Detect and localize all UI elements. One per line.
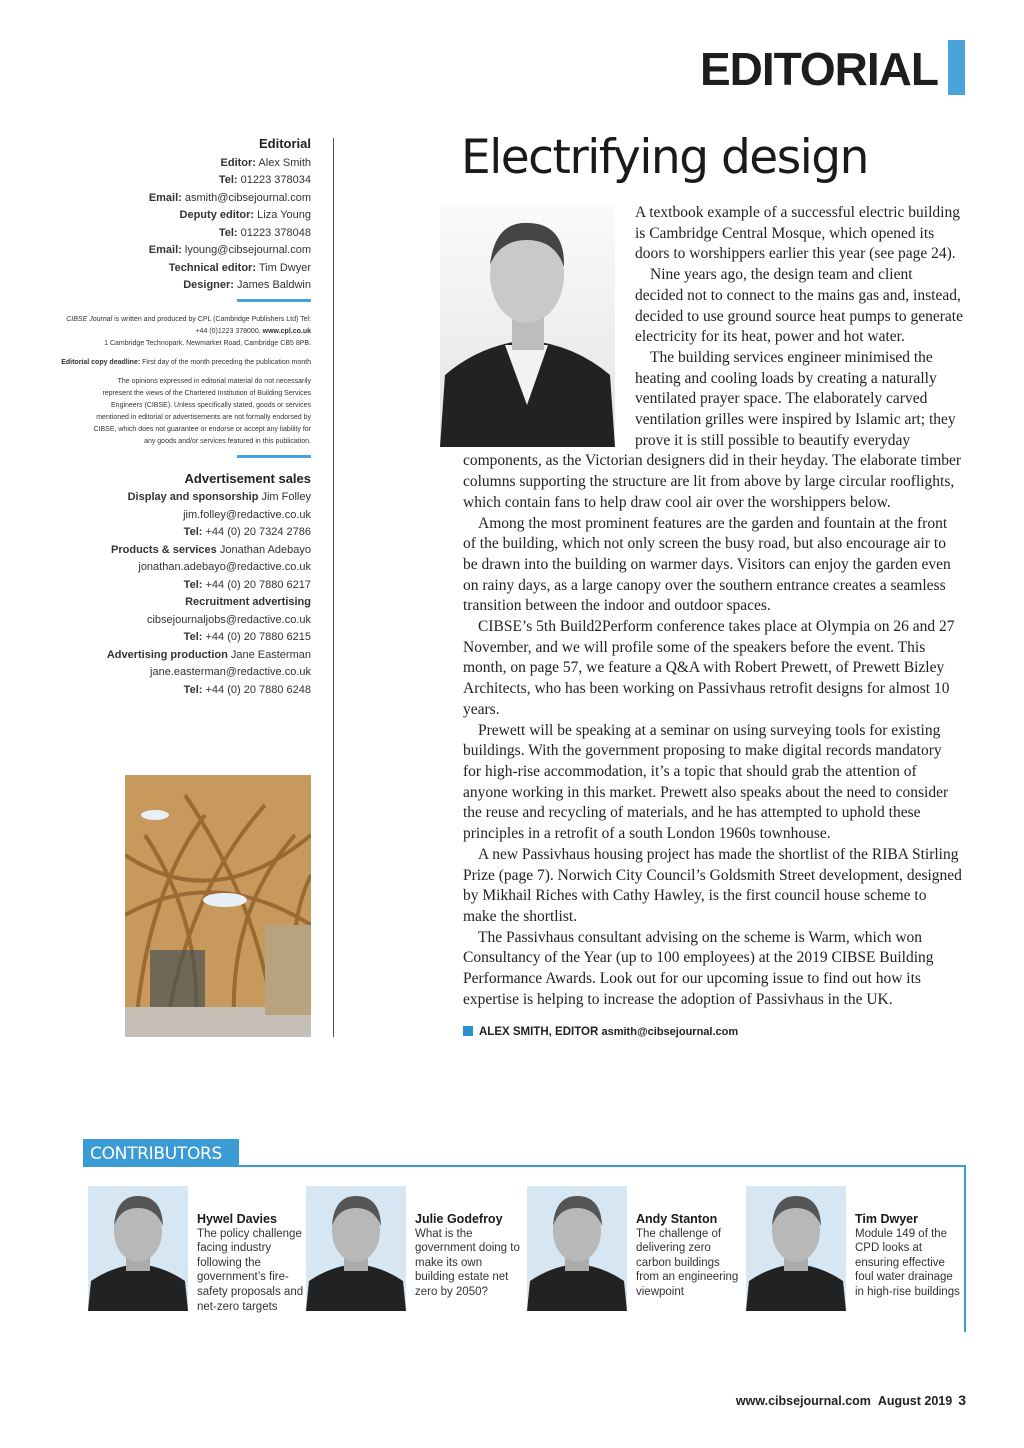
- ads-value: Jane Easterman: [230, 648, 311, 661]
- contributor-text: [636, 1186, 744, 1311]
- staff-value: Liza Young: [257, 209, 311, 221]
- contributors-rule-vertical: [964, 1165, 966, 1332]
- ads-label: Tel:: [183, 631, 203, 643]
- contributor-card: [746, 1186, 963, 1311]
- staff-row: [60, 190, 311, 208]
- ads-label: Display and sponsorship: [127, 491, 259, 503]
- contributor-topic: The challenge of delivering zero carbon buildings from an engineering viewpoint: [636, 1227, 739, 1298]
- staff-value: 01223 378034: [240, 174, 311, 186]
- staff-label: Designer:: [183, 279, 234, 291]
- signoff: [463, 1024, 963, 1040]
- divider: [237, 299, 311, 302]
- ads-row: [60, 682, 311, 700]
- ads-value: +44 (0) 20 7880 6248: [205, 683, 311, 696]
- contributors-heading: CONTRIBUTORS: [83, 1139, 239, 1167]
- staff-list: [60, 155, 311, 295]
- portrait-image: [440, 205, 615, 447]
- article-paragraph: Prewett will be speaking at a seminar on using surveying tools for existing buildings. With the government proposing to make digital records mandatory for high-rise accommodation, it’s a topic that should grab the attention of anyone working in this market. Prewett also speaks about the need to consider the reuse and recycling of materials, and he has attempted to uphold these principles in a retrofit of a south London 1960s townhouse.: [463, 721, 949, 843]
- mosque-photo: [125, 775, 311, 1037]
- ads-label: Tel:: [183, 683, 203, 696]
- publisher-info: [60, 314, 311, 350]
- signoff-email[interactable]: asmith@cibsejournal.com: [601, 1026, 739, 1039]
- contributor-photo: [746, 1186, 846, 1311]
- disclaimer: The opinions expressed in editorial material do not necessarily represent the views of the Chartered Institution of Building Services Engineers (CIBSE). Unless specifically stated, goods or services mentioned in editorial or advertisements are not formally endorsed by CIBSE, which does not guarantee or endorse or accept any liability for any goods and/or services featured in this publication.: [93, 377, 311, 445]
- article-paragraph: The building services engineer minimised the heating and cooling loads by creating a naturally ventilated prayer space. The elaborately carved ventilation grilles were inspired by Islamic art; they prove it is still possible to beautify everyday components, as the Victorian designers did in their heyday. The elaborate timber columns supporting the structure are lit from above by large circular rooflights, which contain fans to help draw cool air over the worshippers below.: [463, 348, 962, 511]
- ads-label: Products & services: [111, 543, 217, 556]
- staff-value: Tim Dwyer: [258, 261, 311, 274]
- staff-row: [60, 225, 311, 243]
- divider: [237, 455, 311, 458]
- article-title: Electrifying design: [461, 130, 868, 185]
- staff-value[interactable]: asmith@cibsejournal.com: [184, 191, 311, 204]
- ads-label: Tel:: [183, 578, 203, 591]
- contributor-photo: [306, 1186, 406, 1311]
- deadline: [60, 357, 311, 369]
- ads-value: Jim Folley: [261, 491, 311, 503]
- staff-label: Editor:: [220, 156, 256, 169]
- staff-value: 01223 378048: [240, 226, 311, 239]
- deadline-text: First day of the month preceding the publication month: [142, 358, 311, 366]
- article-paragraph: CIBSE’s 5th Build2Perform conference takes place at Olympia on 26 and 27 November, and we will profile some of the speakers before the event. This month, on page 57, we feature a Q&A with Robert Prewett, of Prewett Bizley Architects, who has been working on Passivhaus retrofit designs for almost 10 years.: [463, 618, 955, 718]
- footer-issue: August 2019: [877, 1394, 953, 1408]
- contributor-topic: Module 149 of the CPD looks at ensuring effective foul water drainage in high-rise buildings: [855, 1227, 960, 1298]
- ads-label: Advertising production: [106, 648, 228, 661]
- section-title: EDITORIAL: [699, 43, 938, 95]
- staff-row: [60, 277, 311, 295]
- staff-value[interactable]: lyoung@cibsejournal.com: [184, 244, 311, 256]
- article-paragraph: Nine years ago, the design team and client decided not to connect to the mains gas and, instead, decided to use ground source heat pumps to generate electricity for its heat, power and hot water.: [635, 266, 963, 346]
- ads-row: [60, 507, 311, 525]
- ads-heading: Advertisement sales: [184, 470, 311, 486]
- ads-row: [60, 664, 311, 682]
- staff-value: Alex Smith: [258, 156, 311, 169]
- mosque-image: [125, 775, 311, 1037]
- article-body: [463, 203, 963, 1040]
- ads-value[interactable]: jane.easterman@redactive.co.uk: [150, 666, 311, 678]
- editorial-heading: Editorial: [258, 136, 311, 151]
- contributor-name: Julie Godefroy: [415, 1212, 503, 1226]
- article-paragraph: The Passivhaus consultant advising on the scheme is Warm, which won Consultancy of the Year (up to 100 employees) at the 2019 CIBSE Building Performance Awards. Look out for our upcoming issue to find out how its expertise is helping to increase the adoption of Passivhaus in the UK.: [463, 928, 934, 1008]
- contributor-text: [415, 1186, 523, 1311]
- column-rule: [333, 138, 334, 1037]
- section-accent-bar: [948, 40, 965, 95]
- article-paragraph: A new Passivhaus housing project has made the shortlist of the RIBA Stirling Prize (page 7). Norwich City Council’s Goldsmith Street development, designed by Mikhail Riches with Cathy Hawley, is the first council house scheme to make the shortlist.: [463, 845, 962, 925]
- ads-value: +44 (0) 20 7880 6217: [205, 578, 311, 591]
- signoff-name: ALEX SMITH, EDITOR: [479, 1026, 599, 1039]
- ads-row: [60, 577, 311, 595]
- ads-value: Jonathan Adebayo: [219, 543, 311, 556]
- bullet-square-icon: [463, 1026, 473, 1036]
- contributor-topic: The policy challenge facing industry following the government’s fire-safety proposals and net-zero targets: [197, 1227, 304, 1313]
- ads-list: [60, 489, 311, 699]
- contributor-name: Andy Stanton: [636, 1212, 718, 1226]
- ads-row: [60, 524, 311, 542]
- staff-row: [60, 207, 311, 225]
- contributor-topic: What is the government doing to make its own building estate net zero by 2050?: [415, 1227, 520, 1298]
- staff-value: James Baldwin: [237, 279, 311, 291]
- page-footer: [736, 1392, 966, 1408]
- contributor-card: [306, 1186, 523, 1311]
- contributors-rule: [83, 1165, 966, 1167]
- footer-url[interactable]: www.cibsejournal.com: [735, 1394, 871, 1408]
- ads-row: [60, 489, 311, 507]
- contributor-name: Hywel Davies: [197, 1212, 277, 1226]
- ads-value[interactable]: cibsejournaljobs@redactive.co.uk: [146, 613, 311, 626]
- staff-row: [60, 172, 311, 190]
- ads-row: [60, 612, 311, 630]
- staff-label: Email:: [148, 244, 182, 256]
- contributor-card: [527, 1186, 744, 1311]
- staff-row: [60, 155, 311, 173]
- deadline-label: Editorial copy deadline:: [61, 358, 141, 366]
- staff-row: [60, 242, 311, 260]
- staff-row: [60, 260, 311, 278]
- ads-label: Recruitment advertising: [185, 596, 311, 608]
- contributor-text: [855, 1186, 963, 1311]
- publisher-text: is written and produced by CPL (Cambridge Publishers Ltd) Tel: +44 (0)1223 378000.: [114, 315, 311, 335]
- ads-row: [60, 559, 311, 577]
- staff-label: Technical editor:: [168, 261, 256, 274]
- staff-label: Deputy editor:: [179, 209, 255, 221]
- ads-value[interactable]: jonathan.adebayo@redactive.co.uk: [138, 561, 311, 573]
- contributor-text: [197, 1186, 305, 1314]
- ads-label: Tel:: [183, 526, 203, 538]
- contributor-name: Tim Dwyer: [855, 1212, 918, 1226]
- publisher-address: 1 Cambridge Technopark, Newmarket Road, Cambridge CB5 8PB.: [104, 339, 311, 347]
- page-number: 3: [958, 1392, 966, 1408]
- contributor-photo: [88, 1186, 188, 1311]
- staff-label: Tel:: [218, 174, 238, 186]
- ads-row: [60, 629, 311, 647]
- staff-label: Tel:: [218, 226, 238, 239]
- ads-row: [60, 594, 311, 612]
- journal-name: CIBSE Journal: [66, 315, 113, 323]
- ads-value: +44 (0) 20 7324 2786: [205, 526, 311, 538]
- contributor-photo: [527, 1186, 627, 1311]
- article-paragraph: Among the most prominent features are the garden and fountain at the front of the building, which not only screen the busy road, but also encourage air to be drawn into the building on warmer days. Visitors can enjoy the garden even on rainy days, as a large canopy over the southern entrance creates a seamless transition between the indoor and outdoor spaces.: [463, 514, 951, 615]
- sidebar-masthead: [60, 135, 311, 699]
- contributor-card: [88, 1186, 305, 1314]
- ads-value[interactable]: jim.folley@redactive.co.uk: [183, 508, 311, 521]
- ads-row: [60, 542, 311, 560]
- article-paragraph: A textbook example of a successful electric building is Cambridge Central Mosque, which opened its doors to worshippers earlier this year (see page 24).: [635, 204, 960, 263]
- ads-value: +44 (0) 20 7880 6215: [205, 631, 311, 643]
- publisher-url[interactable]: www.cpl.co.uk: [262, 327, 311, 335]
- ads-row: [60, 647, 311, 665]
- editor-portrait: [440, 205, 615, 447]
- staff-label: Email:: [148, 191, 182, 204]
